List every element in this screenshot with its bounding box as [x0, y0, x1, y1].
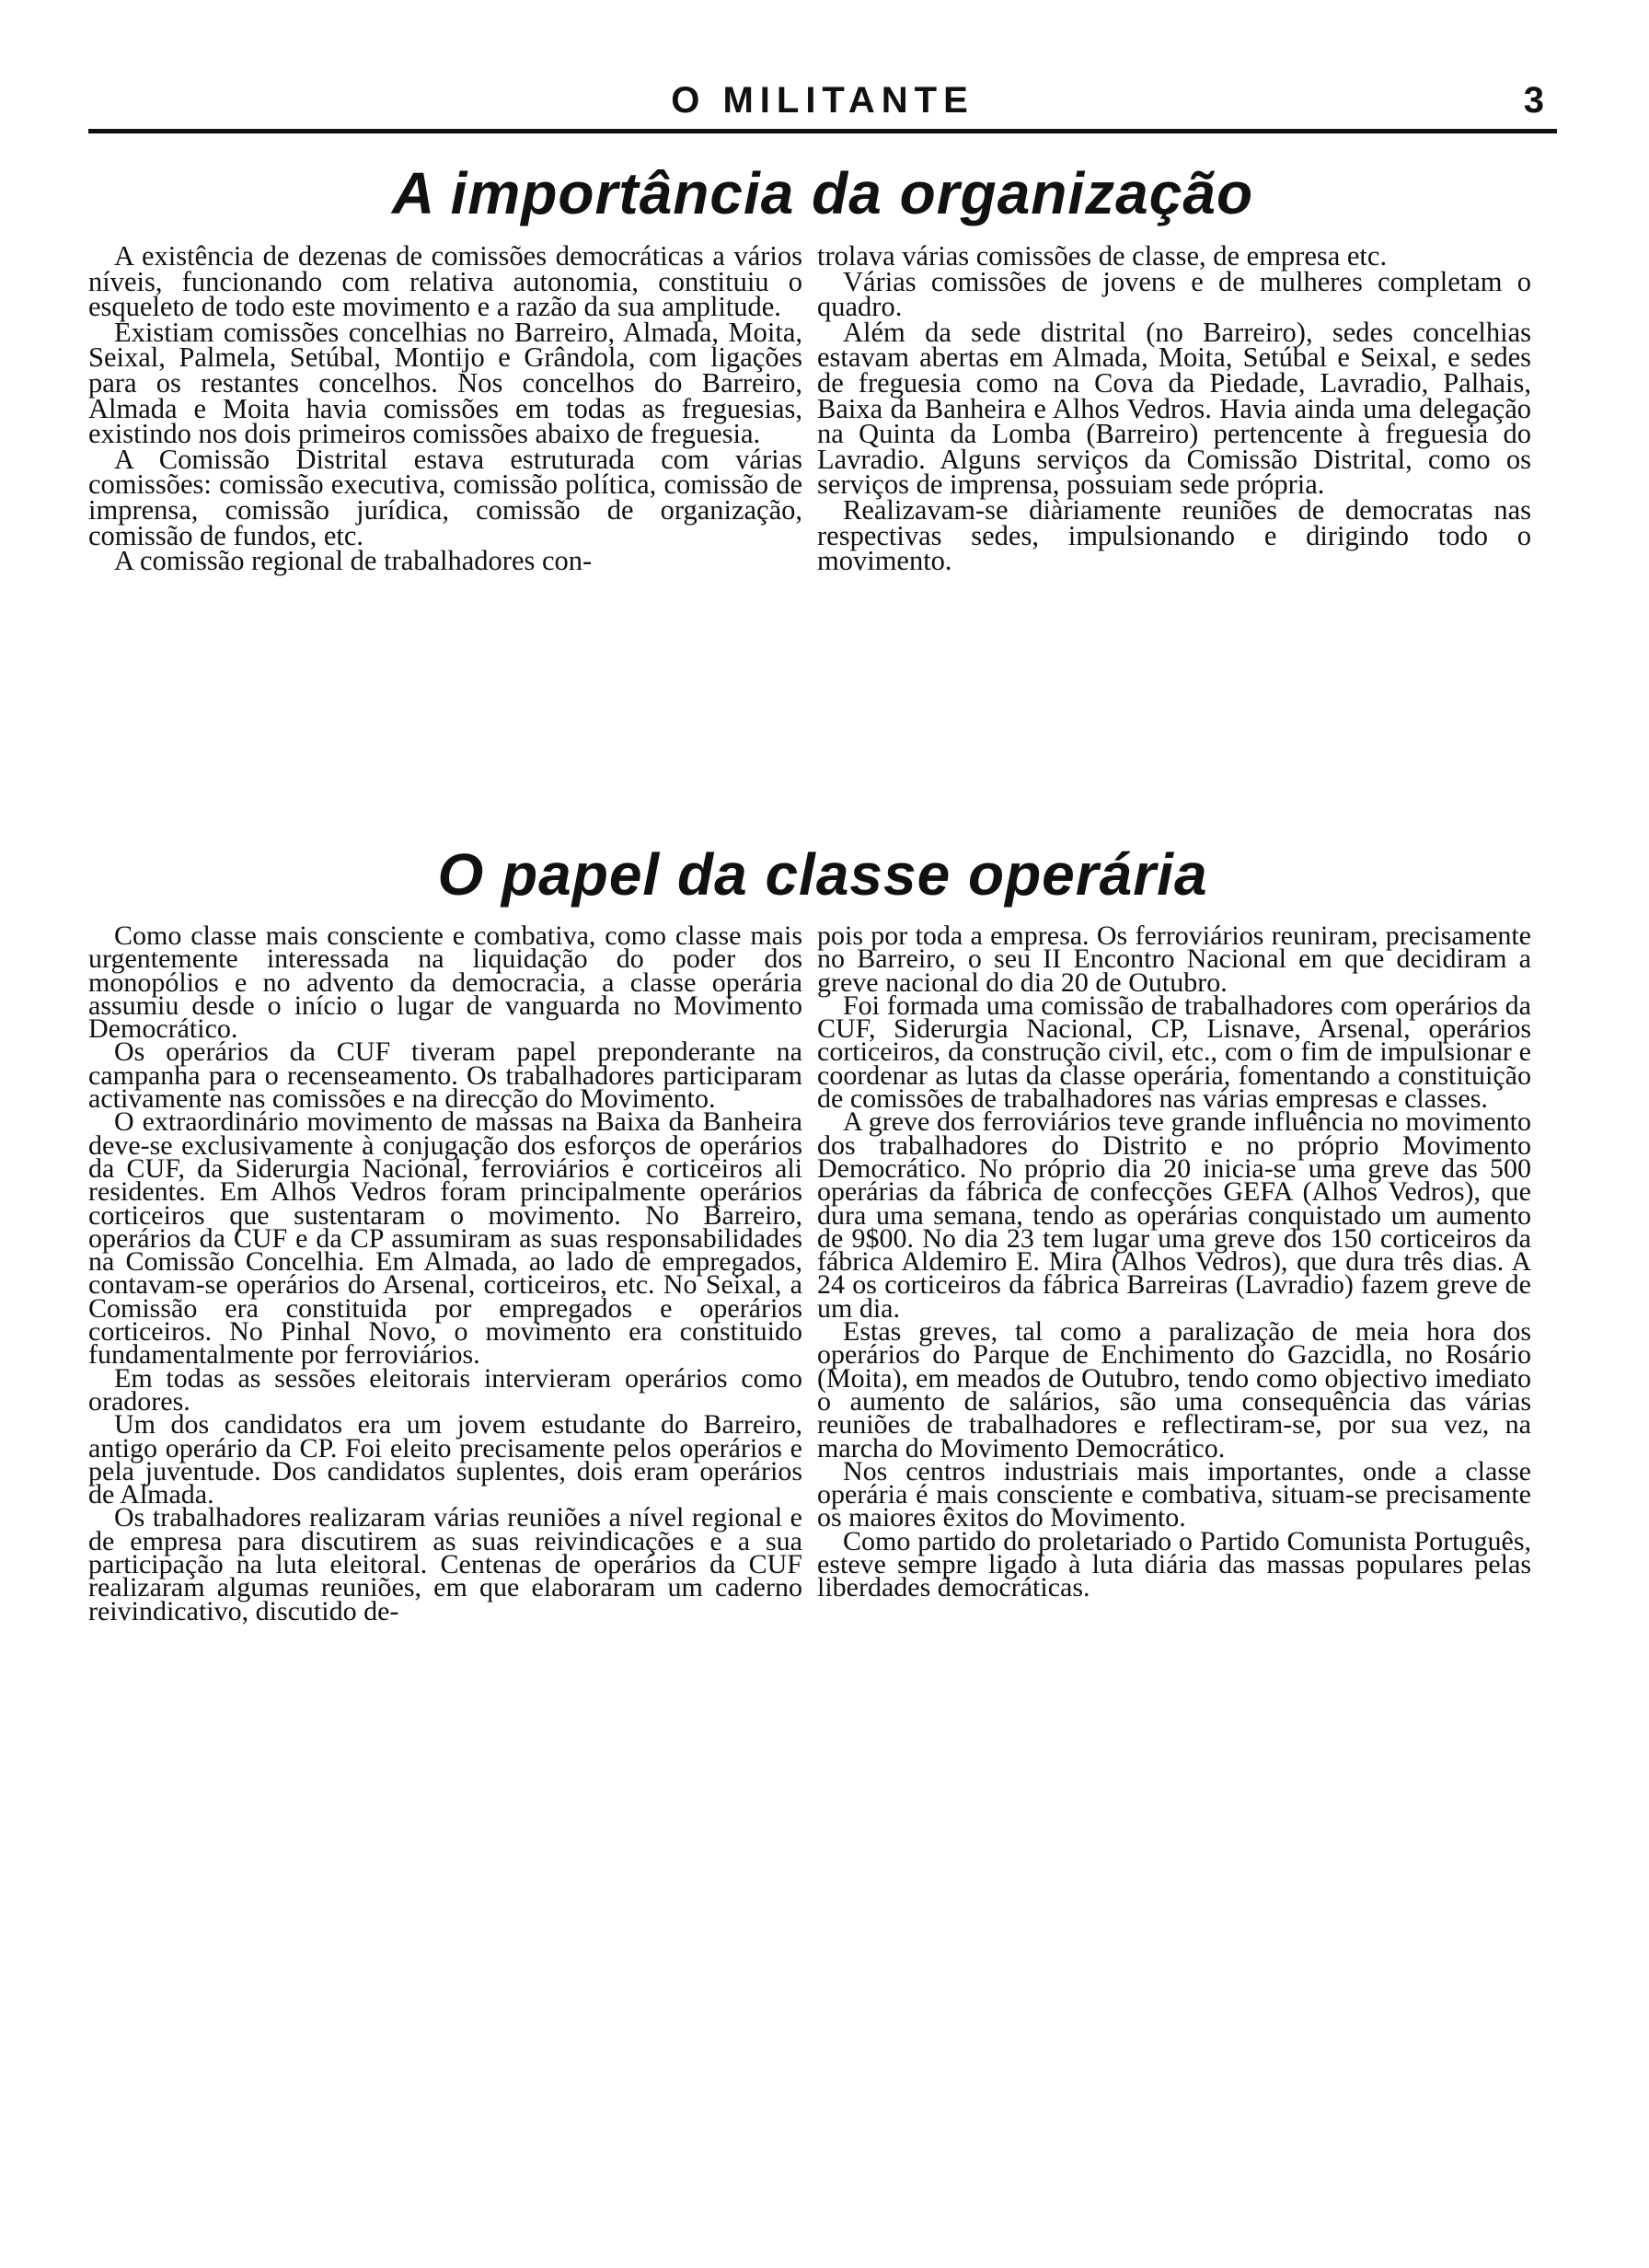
- article-title-classe-operaria: O papel da classe operária: [437, 841, 1208, 908]
- article-classe-operaria-left-column: [88, 920, 802, 1626]
- article-organizacao-right-column: [817, 240, 1531, 577]
- header-rule: [88, 129, 1557, 133]
- article-classe-operaria-right-column: [817, 920, 1531, 1603]
- paragraph: Estas greves, tal como a paralização de meia hora dos operários do Parque de Enchimento do Gazcidla, no Rosário (Moita), em meados de Outubro, tendo como objectivo imediato o aumento de salários, são uma consequência das várias reuniões de trabalhadores e reflectiram-se, por sua vez, na marcha do Movimento Democrático.: [817, 1316, 1531, 1464]
- paragraph: O extraordinário movimento de massas na Baixa da Banheira deve-se exclusivamente à conjugação dos esforços de operários da CUF, da Siderurgia Nacional, ferroviários e corticeiros ali residentes. Em Alhos Vedros foram principalmente operários corticeiros que sustentaram o movimento. No Barreiro, operários da CUF e da CP assumiram as suas responsabilidades na Comissão Concelhia. Em Almada, ao lado de empregados, contavam-se operários do Arsenal, corticeiros, etc. No Seixal, a Comissão era constituida por empregados e operários corticeiros. No Pinhal Novo, o movimento era constituido fundamentalmente por ferroviários.: [88, 1106, 802, 1371]
- paragraph: Em todas as sessões eleitorais intervieram operários como oradores.: [88, 1362, 802, 1417]
- paragraph: Foi formada uma comissão de trabalhadores com operários da CUF, Siderurgia Nacional, CP, Lisnave, Arsenal, operários corticeiros, da construção civil, etc., com o fim de impulsionar e coordenar as lutas da classe operária, fomentando a constituição de comissões de trabalhadores nas várias empresas e classes.: [817, 989, 1531, 1115]
- paragraph: A Comissão Distrital estava estruturada com várias comissões: comissão executiva, comissão política, comissão de imprensa, comissão jurídica, comissão de organização, comissão de fundos, etc.: [88, 443, 802, 551]
- paragraph: Os operários da CUF tiveram papel preponderante na campanha para o recenseamento. Os trabalhadores participaram activamente nas comissões e na direcção do Movimento.: [88, 1036, 802, 1115]
- paragraph: Nos centros industriais mais importantes, onde a classe operária é mais consciente e combativa, situam-se precisamente os maiores êxitos do Movimento.: [817, 1455, 1531, 1533]
- paragraph: Os trabalhadores realizaram várias reuniões a nível regional e de empresa para discutirem as suas reivindicações e a sua participação na luta eleitoral. Centenas de operários da CUF realizaram algumas reuniões, em que elaboraram um caderno reivindicativo, discutido de-: [88, 1502, 802, 1626]
- publication-title: O MILITANTE: [671, 80, 974, 121]
- paragraph: pois por toda a empresa. Os ferroviários reuniram, precisamente no Barreiro, o seu II Encontro Nacional em que decidiram a greve nacional do dia 20 de Outubro.: [817, 920, 1531, 998]
- paragraph: A comissão regional de trabalhadores con-: [114, 545, 593, 577]
- paragraph: Como classe mais consciente e combativa, como classe mais urgentemente interessada na liquidação do poder dos monopólios e no advento da democracia, a classe operária assumiu desde o início o lugar de vanguarda no Movimento Democrático.: [88, 920, 802, 1045]
- paragraph: Realizavam-se diàriamente reuniões de democratas nas respectivas sedes, impulsionando e dirigindo todo o movimento.: [817, 493, 1531, 577]
- paragraph: trolava várias comissões de classe, de empresa etc.: [817, 240, 1388, 272]
- page-number: 3: [1523, 80, 1544, 121]
- paragraph: A existência de dezenas de comissões democráticas a vários níveis, funcionando com relativa autonomia, constituiu o esqueleto de todo este movimento e a razão da sua amplitude.: [88, 240, 802, 323]
- paragraph: Como partido do proletariado o Partido Comunista Português, esteve sempre ligado à luta diária das massas populares pelas liberdades democráticas.: [817, 1525, 1531, 1603]
- article-organizacao-left-column: [88, 240, 802, 577]
- paragraph: A greve dos ferroviários teve grande influência no movimento dos trabalhadores do Distrito e no próprio Movimento Democrático. No próprio dia 20 inicia-se uma greve das 500 operárias da fábrica de confecções GEFA (Alhos Vedros), que dura uma semana, tendo as operárias conquistado um aumento de 9$00. No dia 23 tem lugar uma greve dos 150 corticeiros da fábrica Aldemiro E. Mira (Alhos Vedros), que dura três dias. A 24 os corticeiros da fábrica Barreiras (Lavradio) fazem greve de um dia.: [817, 1106, 1531, 1324]
- paragraph: Além da sede distrital (no Barreiro), sedes concelhias estavam abertas em Almada, Moita, Setúbal e Seixal, e sedes de freguesia como na Cova da Piedade, Lavradio, Palhais, Baixa da Banheira e Alhos Vedros. Havia ainda uma delegação na Quinta da Lomba (Barreiro) pertencente à freguesia do Lavradio. Alguns serviços da Comissão Distrital, como os serviços de imprensa, possuiam sede própria.: [817, 316, 1531, 501]
- article-title-organizacao: A importância da organização: [391, 160, 1254, 226]
- page-header: [88, 79, 1557, 122]
- paragraph: Várias comissões de jovens e de mulheres completam o quadro.: [817, 265, 1531, 323]
- paragraph: Existiam comissões concelhias no Barreiro, Almada, Moita, Seixal, Palmela, Setúbal, Montijo e Grândola, com ligações para os restantes concelhos. Nos concelhos do Barreiro, Almada e Moita havia comissões em todas as freguesias, existindo nos dois primeiros comissões abaixo de freguesia.: [88, 316, 802, 450]
- paragraph: Um dos candidatos era um jovem estudante do Barreiro, antigo operário da CP. Foi eleito precisamente pelos operários e pela juventude. Dos candidatos suplentes, dois eram operários de Almada.: [88, 1409, 802, 1510]
